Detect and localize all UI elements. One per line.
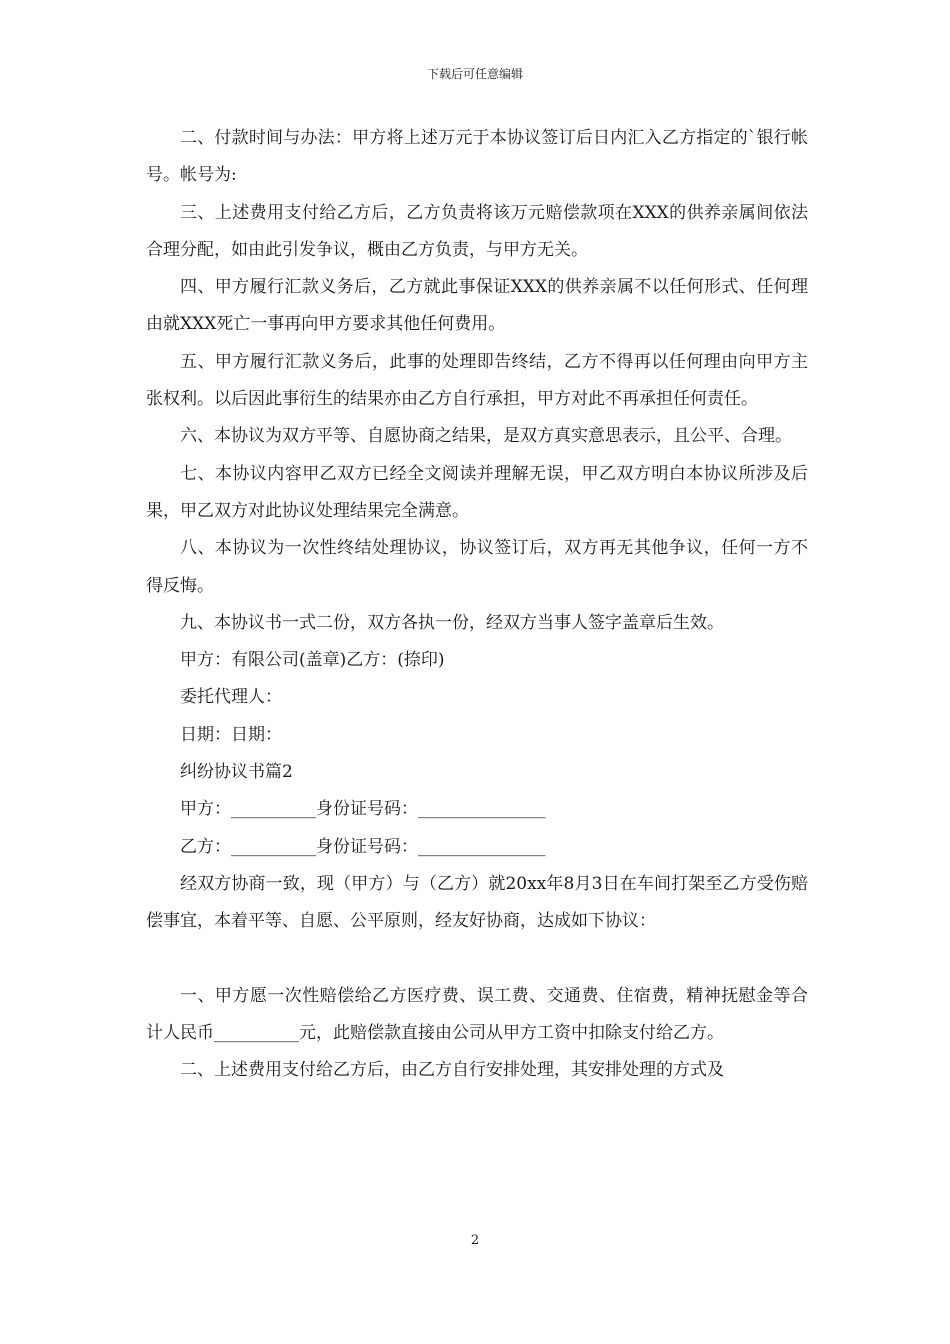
clause-9-copies: 九、本协议书一式二份，双方各执一份，经双方当事人签字盖章后生效。 bbox=[180, 612, 724, 633]
clause-7-understanding: 七、本协议内容甲乙双方已经全文阅读并理解无误，甲乙双方明白本协议所涉及后果，甲乙双方对此协议处理结果完全满意。 bbox=[146, 463, 808, 521]
party-a-line: 甲方：__________身份证号码：_______________ bbox=[180, 799, 546, 820]
clause-8-final: 八、本协议为一次性终结处理协议，协议签订后，双方再无其他争议，任何一方不得反悔。 bbox=[146, 538, 808, 596]
clause-6-voluntary: 六、本协议为双方平等、自愿协商之结果，是双方真实意思表示，且公平、合理。 bbox=[180, 426, 792, 447]
blank-line bbox=[146, 941, 808, 978]
clause-4-no-further-claims: 四、甲方履行汇款义务后，乙方就此事保证XXX的供养亲属不以任何形式、任何理由就XXX死亡一事再向甲方要求其他任何费用。 bbox=[146, 277, 808, 335]
signature-dates: 日期：日期： bbox=[180, 724, 282, 745]
clause-3-distribution: 三、上述费用支付给乙方后，乙方负责将该万元赔偿款项在XXX的供养亲属间依法合理分配，如由此引发争议，概由乙方负责，与甲方无关。 bbox=[146, 202, 808, 260]
clause-5-termination: 五、甲方履行汇款义务后，此事的处理即告终结，乙方不得再以任何理由向甲方主张权利。以后因此事衍生的结果亦由乙方自行承担，甲方对此不再承担任何责任。 bbox=[146, 351, 808, 410]
section-title: 纠纷协议书篇2 bbox=[180, 762, 293, 783]
page-number: 2 bbox=[470, 1233, 480, 1248]
clause-1-compensation: 一、甲方愿一次性赔偿给乙方医疗费、误工费、交通费、住宿费，精神抚慰金等合计人民币__________元，此赔偿款直接由公司从甲方工资中扣除支付给乙方。 bbox=[146, 985, 808, 1044]
signature-parties: 甲方：有限公司(盖章)乙方：(捺印) bbox=[180, 650, 445, 671]
party-b-line: 乙方：__________身份证号码：_______________ bbox=[180, 836, 546, 857]
document-body bbox=[146, 120, 808, 1090]
signature-agent: 委托代理人： bbox=[180, 687, 282, 708]
preamble: 经双方协商一致，现（甲方）与（乙方）就20xx年8月3日在车间打架至乙方受伤赔偿事宜，本着平等、自愿、公平原则，经友好协商，达成如下协议： bbox=[146, 873, 808, 932]
clause-2-payment: 二、付款时间与办法：甲方将上述万元于本协议签订后日内汇入乙方指定的`银行帐号。帐号为: bbox=[146, 128, 808, 186]
clause-2-handling: 二、上述费用支付给乙方后，由乙方自行安排处理，其安排处理的方式及 bbox=[180, 1060, 724, 1081]
page-header: 下载后可任意编辑 bbox=[426, 67, 523, 81]
